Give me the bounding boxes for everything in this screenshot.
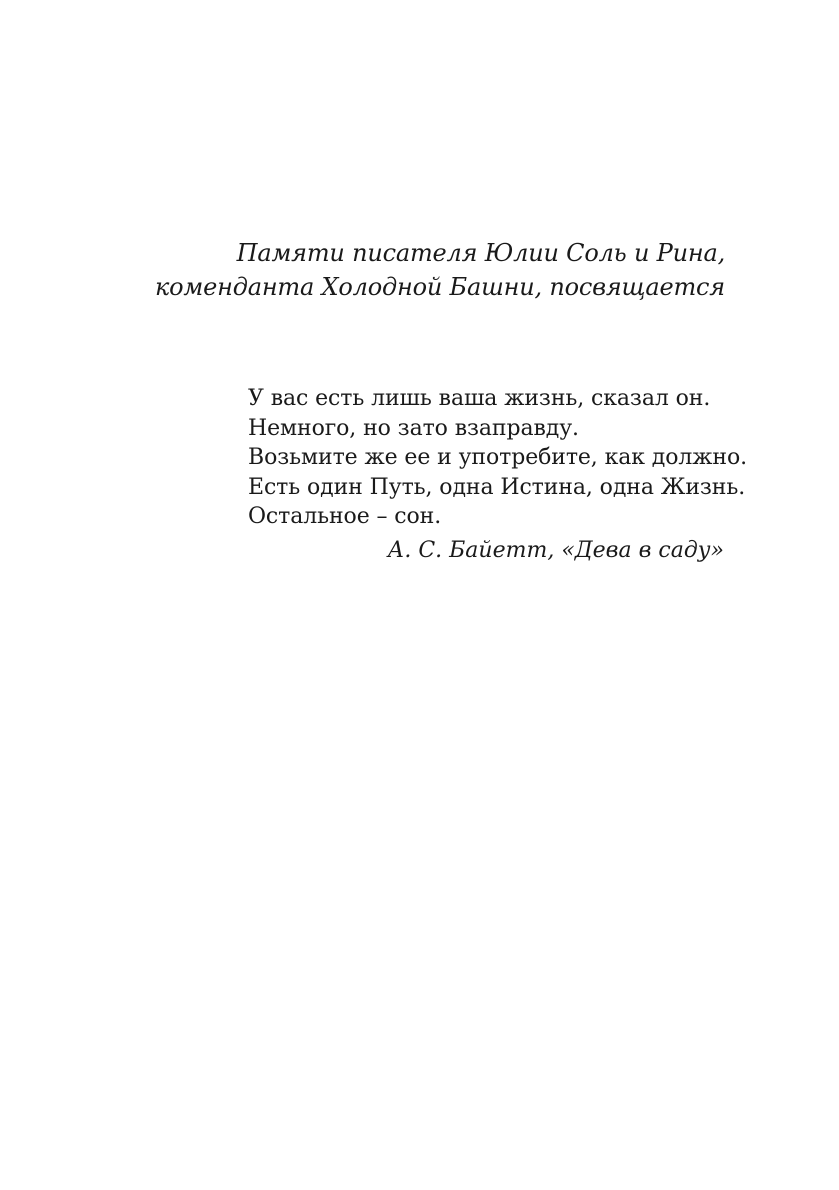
epigraph-line: У вас есть лишь ваша жизнь, сказал он.: [248, 386, 711, 411]
epigraph-verse: [248, 384, 748, 532]
epigraph-line: Возьмите же ее и употребите, как должно.: [248, 445, 748, 470]
epigraph-line: Есть один Путь, одна Истина, одна Жизнь.: [248, 474, 746, 500]
epigraph-attribution: А. С. Байетт, «Дева в саду»: [387, 537, 724, 563]
epigraph: [248, 384, 748, 566]
dedication-line: Памяти писателя Юлии Соль и Рина,: [236, 239, 725, 267]
epigraph-line: Немного, но зато взаправду.: [248, 415, 579, 441]
dedication-line: коменданта Холодной Башни, посвящается: [155, 273, 725, 301]
epigraph-line: Остальное – сон.: [248, 504, 442, 529]
dedication: [155, 236, 725, 304]
